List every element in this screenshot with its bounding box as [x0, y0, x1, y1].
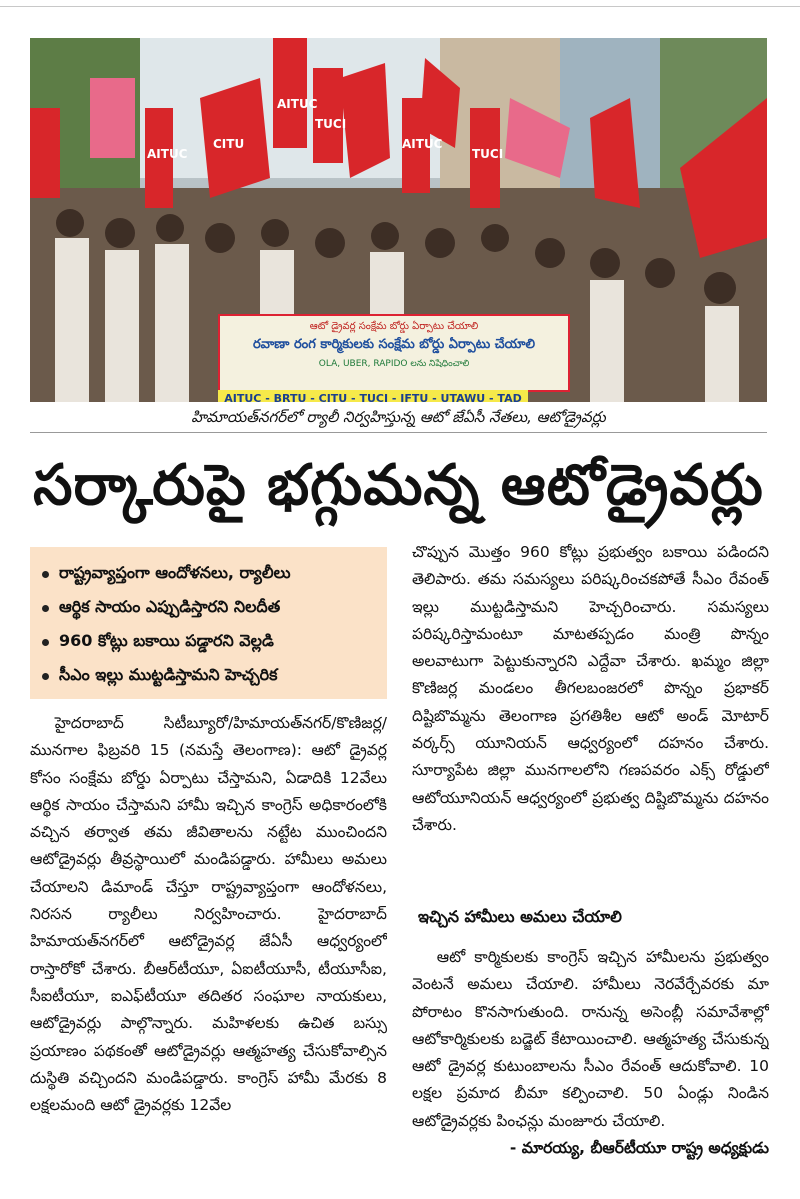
flag-label: TUCI: [472, 147, 504, 161]
bullet-icon: [42, 639, 49, 646]
flag-label: TUCI: [315, 117, 347, 131]
photo-caption: హిమాయత్‌నగర్‌లో ర్యాలీ నిర్వహిస్తున్న ఆటో జేఏసీ నేతలు, ఆటోడ్రైవర్లు: [191, 408, 606, 426]
article-paragraph: చొప్పున మొత్తం 960 కోట్లు ప్రభుత్వం బకాయి పడిందని తెలిపారు. తమ సమస్యలు పరిష్కరించకపోతే సీఎం రేవంత్ ఇల్లు ముట్టడిస్తామని హెచ్చరించారు. సమస్యలు పరిష్కరిస్తామంటూ మాటతప్పడం మంత్రి పొన్నం అలవాటుగా పెట్టుకున్నారని ఎద్దేవా చేశారు. ఖమ్మం జిల్లా కొణిజర్ల మండలం తీగలబంజరలో పొన్నం ప్రభాకర్ దిష్టిబొమ్మను తెలంగాణ ప్రగతిశీల ఆటో అండ్ మోటార్ వర్కర్స్ యూనియన్ ఆధ్వర్యంలో దహనం చేశారు. సూర్యాపేట జిల్లా మునగాలలోని గణపవరం ఎక్స్ రోడ్డులో ఆటోయూనియన్ ఆధ్వర్యంలో ప్రభుత్వ దిష్టిబొమ్మను దహనం చేశారు.: [412, 543, 769, 834]
highlight-item: [42, 625, 379, 659]
flag-label: AITUC: [402, 137, 443, 151]
top-rule: [0, 6, 800, 7]
highlights-box: [30, 547, 387, 699]
highlight-text: ఆర్థిక సాయం ఎప్పుడిస్తారని నిలదీత: [59, 596, 281, 616]
banner-line: రవాణా రంగ కార్మికులకు సంక్షేమ బోర్డు ఏర్పాటు చేయాలి: [252, 337, 536, 352]
highlight-item: [42, 557, 379, 591]
rally-photo: [30, 38, 767, 402]
flag-label: CITU: [213, 137, 245, 151]
quote-signature: - మారయ్య, బీఆర్‌టీయూ రాష్ట్ర అధ్యక్షుడు: [509, 1139, 769, 1158]
banner-line: ఆటో డ్రైవర్ల సంక్షేమ బోర్డు ఏర్పాటు చేయాలి: [309, 321, 479, 332]
highlight-text: 960 కోట్లు బకాయి పడ్డారని వెల్లడి: [59, 630, 274, 650]
headline: సర్కారుపై భగ్గుమన్న ఆటోడ్రైవర్లు: [33, 453, 764, 518]
banner-union-strip: AITUC - BRTU - CITU - TUCI - IFTU - UTAWU - TAD: [218, 390, 528, 402]
highlight-text: రాష్ట్రవ్యాప్తంగా ఆందోళనలు, ర్యాలీలు: [59, 562, 291, 582]
banner-line: OLA, UBER, RAPIDO లను నిషేధించాలి: [318, 359, 470, 369]
protest-banner: [218, 314, 570, 392]
caption-rule: [30, 432, 767, 433]
article-column-left: [30, 710, 387, 1199]
quote-column: [412, 944, 769, 1199]
bullet-icon: [42, 605, 49, 612]
highlight-item: [42, 659, 379, 693]
article-column-right: [412, 539, 769, 889]
article-paragraph: హైదరాబాద్ సిటీబ్యూరో/హిమాయత్‌నగర్/కొణిజర్ల/మునగాల ఫిబ్రవరి 15 (నమస్తే తెలంగాణ): ఆటో డ్రైవర్ల కోసం సంక్షేమ బోర్డు ఏర్పాటు చేస్తామని, ఏడాదికి 12వేలు ఆర్థిక సాయం చేస్తామని హామీ ఇచ్చిన కాంగ్రెస్ అధికారంలోకి వచ్చిన తర్వాత తమ జీవితాలను నట్టేట ముంచిందని ఆటోడ్రైవర్లు తీవ్రస్థాయిలో మండిపడ్డారు. హామీలు అమలు చేయాలని డిమాండ్ చేస్తూ రాష్ట్రవ్యాప్తంగా ఆందోళనలు, నిరసన ర్యాలీలు నిర్వహించారు. హైదరాబాద్ హిమాయత్‌నగర్‌లో ఆటోడ్రైవర్ల జేఏసీ ఆధ్వర్యంలో రాస్తారోకో చేశారు. బీఆర్‌టీయూ, ఏఐటీయూసీ, టీయూసీఐ, సీఐటీయూ, ఐఎఫ్‌టీయూ తదితర సంఘాల నాయకులు, ఆటోడ్రైవర్లు పాల్గొన్నారు. మహిళలకు ఉచిత బస్సు ప్రయాణం పథకంతో ఆటోడ్రైవర్లు ఆత్మహత్య చేసుకోవాల్సిన దుస్థితి వచ్చిందని మండిపడ్డారు. కాంగ్రెస్ హామీ మేరకు 8 లక్షలమంది ఆటో డ్రైవర్లకు 12వేల: [30, 714, 387, 1115]
bullet-icon: [42, 673, 49, 680]
highlight-item: [42, 591, 379, 625]
flag-label: AITUC: [147, 147, 188, 161]
flag-label: AITUC: [277, 97, 318, 111]
highlight-text: సీఎం ఇల్లు ముట్టడిస్తామని హెచ్చరిక: [59, 664, 278, 684]
quote-subheading: ఇచ్చిన హామీలు అమలు చేయాలి: [418, 907, 622, 926]
quote-paragraph: ఆటో కార్మికులకు కాంగ్రెస్ ఇచ్చిన హామీలను ప్రభుత్వం వెంటనే అమలు చేయాలి. హామీలు నెరవేర్చేవరకు మా పోరాటం కొనసాగుతుంది. రానున్న అసెంబ్లీ సమావేశాల్లో ఆటోకార్మికులకు బడ్జెట్ కేటాయించాలి. ఆత్మహత్య చేసుకున్న ఆటో డ్రైవర్ల కుటుంబాలను సీఎం రేవంత్ ఆదుకోవాలి. 10 లక్షల ప్రమాద బీమా కల్పించాలి. 50 ఏండ్లు నిండిన ఆటోడ్రైవర్లకు పింఛన్లు మంజూరు చేయాలి.: [412, 948, 769, 1130]
bullet-icon: [42, 571, 49, 578]
